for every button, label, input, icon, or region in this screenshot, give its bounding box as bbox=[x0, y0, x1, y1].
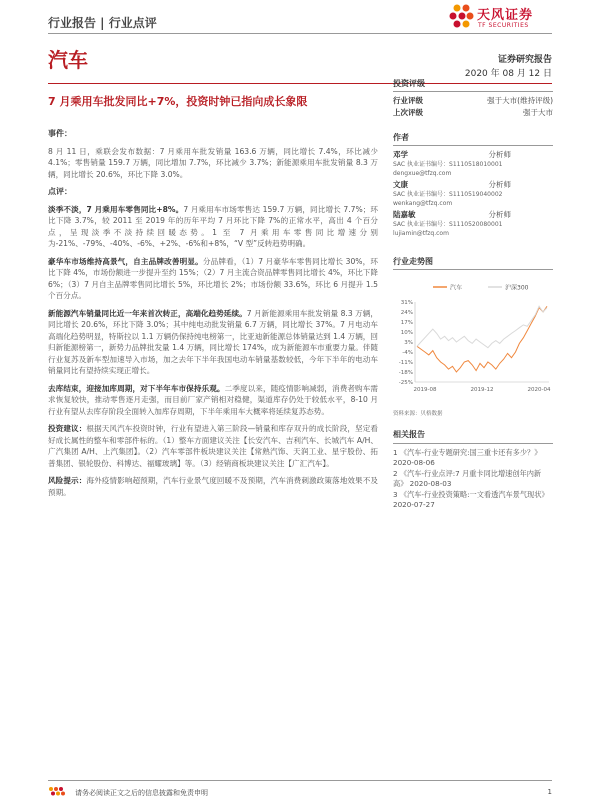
paragraph-2-lead: 豪华车市场维持高景气，自主品牌改善明显。 bbox=[48, 256, 203, 266]
trend-panel bbox=[393, 256, 553, 270]
paragraph-1 bbox=[48, 204, 378, 250]
paragraph-4 bbox=[48, 383, 378, 418]
paragraph-6-lead: 风险提示： bbox=[48, 476, 87, 485]
footer-divider bbox=[48, 780, 552, 781]
author-name: 邓学 bbox=[393, 150, 408, 159]
industry-name: 汽车 bbox=[48, 48, 88, 72]
report-date: 2020 年 08 月 12 日 bbox=[464, 69, 552, 79]
brand-logo bbox=[447, 3, 557, 33]
y-tick-label: -25% bbox=[398, 380, 413, 386]
event-heading: 事件： bbox=[48, 129, 72, 138]
related-item[interactable]: 2 《汽车-行业点评:7 月重卡同比增速创年内新高》 2020-08-03 bbox=[393, 468, 542, 488]
y-tick-label: -18% bbox=[398, 370, 413, 376]
paragraph-5 bbox=[48, 423, 378, 469]
legend-label: 汽车 bbox=[450, 284, 463, 292]
author-cert: SAC 执业证书编号：S1110518010001 bbox=[393, 161, 503, 168]
report-kind: 证券研究报告 bbox=[497, 55, 552, 65]
paragraph-2-body: 分品牌看，（1）7 月豪华车零售同比增长 30%，环比下降 4%，市场份额进一步提升至约 15%；（2）7 月主流合资品牌零售同比增长 4%，环比下降 6%；（3）7 月自主品牌零售同比增长 5%，环比增长 2%；市场份额 33.6%，环比 6 月提升 1.5 个百分点。 bbox=[48, 256, 378, 300]
paragraph-2 bbox=[48, 256, 378, 302]
trend-chart-svg bbox=[393, 280, 553, 398]
rating-heading: 投资评级 bbox=[393, 78, 553, 92]
trend-chart bbox=[393, 280, 553, 398]
trend-heading: 行业走势图 bbox=[393, 256, 553, 270]
prev-rating-label: 上次评级 bbox=[393, 108, 423, 117]
rating-value: 强于大市(维持评级) bbox=[487, 96, 553, 105]
y-tick-label: -4% bbox=[402, 350, 413, 356]
footer-logo-icon bbox=[48, 786, 70, 796]
rating-label: 行业评级 bbox=[393, 96, 423, 105]
logo-mark-icon bbox=[449, 3, 475, 31]
author-name: 陆嘉敏 bbox=[393, 210, 416, 219]
author-item bbox=[393, 180, 553, 208]
logo-subtext: TF SECURITIES bbox=[478, 22, 529, 29]
paragraph-3-lead: 新能源汽车销量同比近一年来首次转正，高端化趋势延续。 bbox=[48, 308, 247, 318]
paragraph-3-body: 7 月新能源乘用车批发销量 8.3 万辆，同比增长 20.6%，环比下降 3.0%；其中纯电动批发销量 6.7 万辆，同比增长 37%。7 月电动车高端化趋势明显，特斯拉以 1.1 万辆仍保持纯电榜第一，比亚迪新能源总体销量达到 1.4 万辆，回归新能源榜第一，新势力品牌批发量 1.4 万辆，同比增长 174%，成为新能源车市重要力量。伴随行业复苏及新车型加速导入市场，加之去年下半年我国电动车销量基数较低，今年下半年的电动车销量同比有望持续实现正增长。 bbox=[48, 308, 378, 375]
paragraph-6-body: 海外疫情影响超预期，汽车行业景气度回暖不及预期，汽车消费刺激政策落地效果不及预期。 bbox=[48, 476, 379, 497]
author-name: 文康 bbox=[393, 180, 408, 189]
x-tick-label: 2020-04 bbox=[527, 387, 551, 393]
author-cert: SAC 执业证书编号：S1110520080001 bbox=[393, 221, 503, 228]
comment-heading: 点评： bbox=[48, 187, 72, 196]
y-tick-label: -11% bbox=[398, 360, 413, 366]
y-tick-label: 24% bbox=[400, 310, 413, 316]
related-heading: 相关报告 bbox=[393, 430, 553, 444]
paragraph-1-body: 7 月乘用车市场零售达 159.7 万辆，同比增长 7.7%；环比下降 3.7%，较 2011 至 2019 年的历年平均 7 月环比下降 7%的正常水平，高出 4 个百分点，呈现淡季不淡持续回暖态势。1 至 7 月乘用车零售同比增速分别为-21%、-79%、-40%、-6%、+2%、-6%和+8%，“V 型”反转趋势明确。 bbox=[48, 204, 378, 248]
author-email[interactable]: lujiamin@tfzq.com bbox=[393, 230, 449, 237]
rating-row bbox=[393, 95, 553, 107]
prev-rating-row bbox=[393, 107, 553, 119]
related-panel bbox=[393, 430, 553, 511]
y-tick-label: 10% bbox=[400, 330, 413, 336]
prev-rating-value: 强于大市 bbox=[523, 108, 553, 117]
report-title: 7 月乘用车批发同比+7%，投资时钟已指向成长象限 bbox=[48, 95, 308, 108]
report-type: 行业报告 | 行业点评 bbox=[48, 16, 157, 30]
author-role: 分析师 bbox=[488, 180, 511, 189]
paragraph-1-lead: 淡季不淡，7 月乘用车零售同比+8%。 bbox=[48, 204, 184, 214]
chart-source: 资料来源：贝格数据 bbox=[393, 411, 443, 417]
series-line-auto bbox=[417, 306, 547, 372]
y-tick-label: 3% bbox=[404, 340, 413, 346]
rating-panel bbox=[393, 78, 553, 119]
page-number: 1 bbox=[547, 788, 552, 796]
author-item bbox=[393, 150, 553, 178]
paragraph-6 bbox=[48, 475, 378, 498]
paragraph-3 bbox=[48, 308, 378, 377]
author-role: 分析师 bbox=[488, 210, 511, 219]
author-email[interactable]: wenkang@tfzq.com bbox=[393, 200, 453, 207]
x-tick-label: 2019-08 bbox=[413, 387, 437, 393]
paragraph-4-lead: 去库结束，迎接加库周期，对下半年车市保持乐观。 bbox=[48, 383, 225, 393]
author-role: 分析师 bbox=[488, 150, 511, 159]
y-tick-label: 31% bbox=[400, 300, 413, 306]
series-line-hs300 bbox=[417, 306, 547, 347]
event-paragraph: 8 月 11 日，乘联会发布数据：7 月乘用车批发销量 163.6 万辆，同比增长 7.4%，环比减少 4.1%；零售销量 159.7 万辆，同比增加 7.7%，环比减少 3.7%；新能源乘用车批发销量 8.3 万辆，同比增长 20.6%，环比下降 3.0%。 bbox=[48, 146, 378, 179]
related-item[interactable]: 1 《汽车-行业专题研究:国三重卡还有多少？》 2020-08-06 bbox=[393, 447, 542, 467]
authors-heading: 作者 bbox=[393, 132, 553, 146]
authors-panel bbox=[393, 132, 553, 238]
author-cert: SAC 执业证书编号：S1110519040002 bbox=[393, 191, 503, 198]
main-column bbox=[48, 128, 378, 498]
paragraph-4-body: 二季度以来，随疫情影响减弱，消费者购车需求恢复较快，推动零售逐月走强，而目前厂家产销相对稳健，渠道库存仍处于较低水平，8-10 月行业有望从去库存阶段全面转入加库存周期，下半年乘用车大概率将延续复苏态势。 bbox=[48, 383, 379, 416]
x-tick-label: 2019-12 bbox=[470, 387, 494, 393]
legend-label: 沪深300 bbox=[505, 284, 529, 292]
header-divider bbox=[48, 33, 552, 34]
footer-disclaimer: 请务必阅读正文之后的信息披露和免责申明 bbox=[75, 789, 208, 797]
author-email[interactable]: dengxue@tfzq.com bbox=[393, 170, 452, 177]
paragraph-5-lead: 投资建议： bbox=[48, 424, 87, 433]
author-item bbox=[393, 210, 553, 238]
related-item[interactable]: 3 《汽车-行业投资策略:一文看透汽车景气现状》 2020-07-27 bbox=[393, 489, 549, 509]
paragraph-5-body: 根据天风汽车投资时钟，行业有望进入第三阶段—销量和库存双升的成长阶段，坚定看好成长属性的整车和零部件标的。（1）整车方面建议关注【长安汽车、吉利汽车、长城汽车 A/H、广汽集团 A/H、上汽集团】。（2）汽车零部件板块建议关注【常熟汽饰、天润工业、星宇股份、拓普集团、银轮股份、科博达、福耀玻璃】等。（3）经销商板块建议关注【广汇汽车】。 bbox=[48, 424, 379, 468]
logo-text: 天风证券 bbox=[477, 8, 534, 23]
y-tick-label: 17% bbox=[400, 320, 413, 326]
